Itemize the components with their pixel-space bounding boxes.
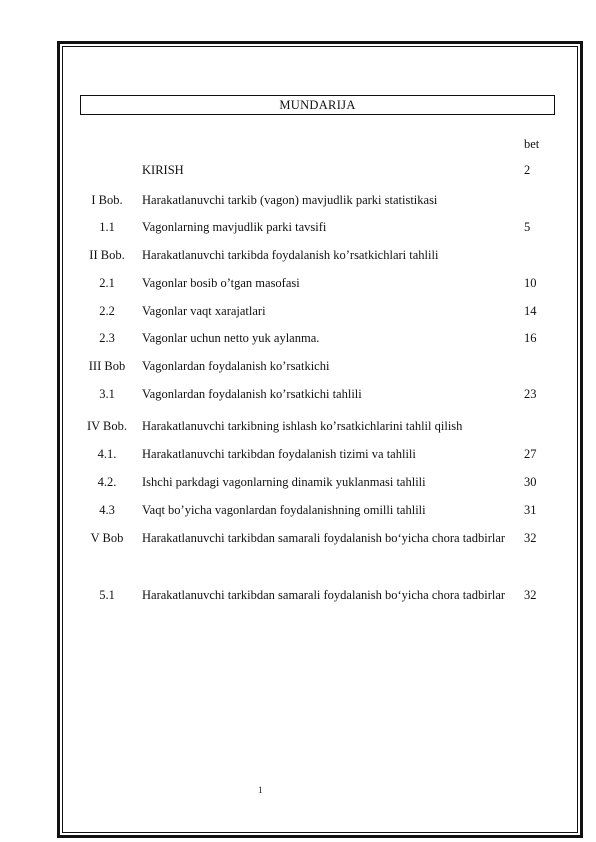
page-column-label: bet: [524, 137, 540, 151]
toc-title: Harakatlanuvchi tarkib (vagon) mavjudlik parki statistikasi: [142, 193, 438, 207]
toc-title: Vaqt bo’yicha vagonlardan foydalanishning omilli tahlili: [142, 503, 426, 517]
toc-page: 32: [524, 531, 537, 545]
toc-number: I Bob.: [91, 193, 123, 207]
toc-number: 2.1: [99, 276, 115, 290]
toc-page: 2: [524, 163, 531, 177]
toc-title: Harakatlanuvchi tarkibdan foydalanish tizimi va tahlili: [142, 447, 416, 461]
toc-number: 4.1.: [97, 447, 117, 461]
toc-title: Harakatlanuvchi tarkibdan samarali foydalanish bo‘yicha chora tadbirlar: [142, 588, 506, 602]
toc-number: 5.1: [99, 588, 115, 602]
toc-title: Vagonlardan foydalanish ko’rsatkichi tahlili: [142, 387, 362, 401]
toc-page: 31: [524, 503, 537, 517]
toc-title: Harakatlanuvchi tarkibning ishlash ko’rsatkichlarini tahlil qilish: [142, 419, 463, 433]
toc-title: Ishchi parkdagi vagonlarning dinamik yuklanmasi tahlili: [142, 475, 426, 489]
toc-number: 3.1: [99, 387, 115, 401]
toc-number: 1.1: [99, 220, 115, 234]
toc-page: 14: [524, 304, 537, 318]
toc-title: KIRISH: [142, 163, 184, 177]
toc-number: 2.2: [99, 304, 115, 318]
toc-page: 10: [524, 276, 537, 290]
toc-number: II Bob.: [89, 248, 125, 262]
page-number: 1: [258, 785, 263, 795]
toc-title: Vagonlarning mavjudlik parki tavsifi: [142, 220, 327, 234]
toc-title: Vagonlar uchun netto yuk aylanma.: [142, 331, 320, 345]
toc-title: Harakatlanuvchi tarkibda foydalanish ko’rsatkichlari tahlili: [142, 248, 439, 262]
toc-title: Vagonlar bosib o’tgan masofasi: [142, 276, 300, 290]
toc-number: 4.3: [99, 503, 115, 517]
toc-number: V Bob: [90, 531, 124, 545]
toc-number: 2.3: [99, 331, 115, 345]
toc-number: IV Bob.: [86, 419, 128, 433]
toc-page: 5: [524, 220, 531, 234]
toc-page: 27: [524, 447, 537, 461]
toc-number: 4.2.: [97, 475, 117, 489]
toc-heading: MUNDARIJA: [80, 95, 555, 115]
toc-page: 16: [524, 331, 537, 345]
toc-title: Harakatlanuvchi tarkibdan samarali foydalanish bo‘yicha chora tadbirlar: [142, 531, 506, 545]
toc-title: Vagonlar vaqt xarajatlari: [142, 304, 266, 318]
toc-page: 23: [524, 387, 537, 401]
toc-title: Vagonlardan foydalanish ko’rsatkichi: [142, 359, 330, 373]
toc-page: 32: [524, 588, 537, 602]
toc-number: III Bob: [88, 359, 126, 373]
toc-page: 30: [524, 475, 537, 489]
